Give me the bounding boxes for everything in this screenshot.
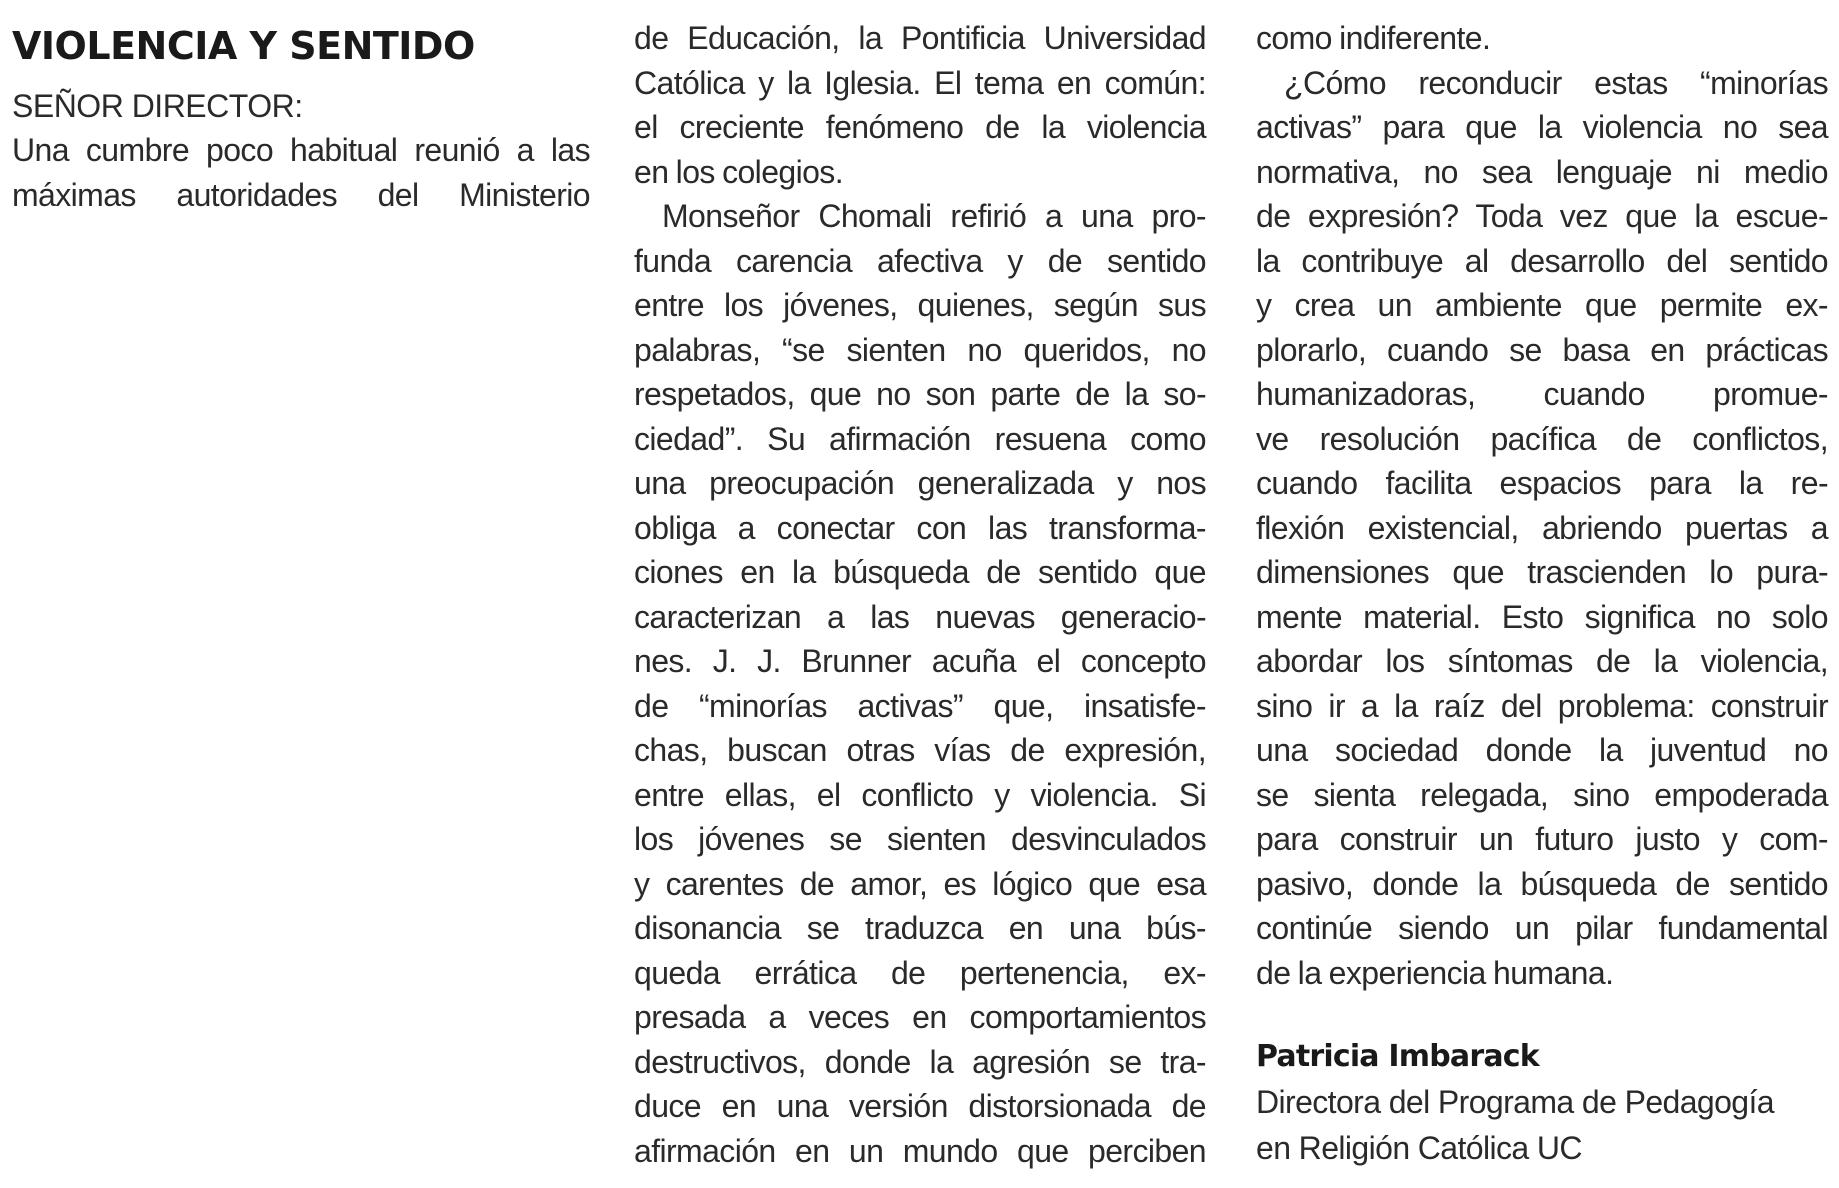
body-line: de la experiencia humana. [1256,954,1614,991]
body-line: flexión existencial, abriendo puertas a [1256,509,1828,546]
body-line: cuando facilita espacios para la re- [1256,465,1828,501]
column-1 [12,16,590,217]
body-line: palabras, “se sienten no queridos, no [634,331,1206,368]
body-line: para construir un futuro justo y com- [1256,821,1828,857]
headline: VIOLENCIA Y SENTIDO [12,24,475,68]
body-line: entre ellas, el conflicto y violencia. Si [634,776,1206,813]
body-line: Católica y la Iglesia. El tema en común: [634,64,1206,101]
body-line: en los colegios. [634,153,843,190]
body-line: duce en una versión distorsionada de [634,1088,1206,1124]
body-line: funda carencia afectiva y de sentido [634,242,1206,279]
body-line: se sienta relegada, sino empoderada [1256,776,1828,813]
body-line: máximas autoridades del Ministerio [12,176,590,213]
body-line: sino ir a la raíz del problema: construir [1256,687,1828,724]
column-3 [1256,16,1828,1171]
body-line: plorarlo, cuando se basa en prácticas [1256,331,1828,368]
column-2 [634,16,1206,1173]
body-line: y crea un ambiente que permite ex- [1256,287,1828,323]
body-line: destructivos, donde la agresión se tra- [634,1043,1206,1080]
body-line: afirmación en un mundo que perciben [634,1132,1206,1169]
signature-role-line: Directora del Programa de Pedagogía [1256,1084,1774,1120]
body-line: normativa, no sea lenguaje ni medio [1256,153,1828,190]
body-line: disonancia se traduzca en una bús- [634,910,1206,946]
body-line: y carentes de amor, es lógico que esa [634,865,1206,902]
body-line: chas, buscan otras vías de expresión, [634,732,1206,768]
body-line: abordar los síntomas de la violencia, [1256,643,1828,679]
body-line: una preocupación generalizada y nos [634,465,1206,501]
body-line: como indiferente. [1256,20,1491,56]
salutation: SEÑOR DIRECTOR: [12,88,303,124]
body-line: mente material. Esto significa no solo [1256,598,1828,635]
body-line: ve resolución pacífica de conflictos, [1256,420,1828,457]
body-line: presada a veces en comportamientos [634,999,1206,1035]
body-line: Una cumbre poco habitual reunió a las [12,132,590,168]
body-line: caracterizan a las nuevas generacio- [634,598,1206,635]
body-line: ciones en la búsqueda de sentido que [634,554,1206,590]
body-line: ciedad”. Su afirmación resuena como [634,420,1206,457]
body-line: entre los jóvenes, quienes, según sus [634,287,1206,323]
body-line: activas” para que la violencia no sea [1256,109,1828,145]
body-line: obliga a conectar con las transforma- [634,509,1206,546]
signature-name: Patricia Imbarack [1256,1039,1539,1074]
body-line: los jóvenes se sienten desvinculados [634,821,1206,857]
signature-role-line: en Religión Católica UC [1256,1130,1582,1166]
body-line: de Educación, la Pontificia Universidad [634,20,1206,56]
body-line: ¿Cómo reconducir estas “minorías [1284,64,1828,101]
body-line: el creciente fenómeno de la violencia [634,109,1206,145]
body-line: continúe siendo un pilar fundamental [1256,910,1828,946]
body-line: respetados, que no son parte de la so- [634,376,1206,412]
body-line: Monseñor Chomali refirió a una pro- [662,198,1206,234]
body-line: humanizadoras, cuando promue- [1256,376,1828,412]
body-line: pasivo, donde la búsqueda de sentido [1256,865,1828,902]
body-line: dimensiones que trascienden lo pura- [1256,554,1828,590]
body-line: una sociedad donde la juventud no [1256,732,1828,768]
body-line: queda errática de pertenencia, ex- [634,954,1206,991]
body-line: nes. J. J. Brunner acuña el concepto [634,643,1206,679]
body-line: la contribuye al desarrollo del sentido [1256,242,1828,279]
body-line: de “minorías activas” que, insatisfe- [634,687,1206,724]
body-line: de expresión? Toda vez que la escue- [1256,198,1828,234]
